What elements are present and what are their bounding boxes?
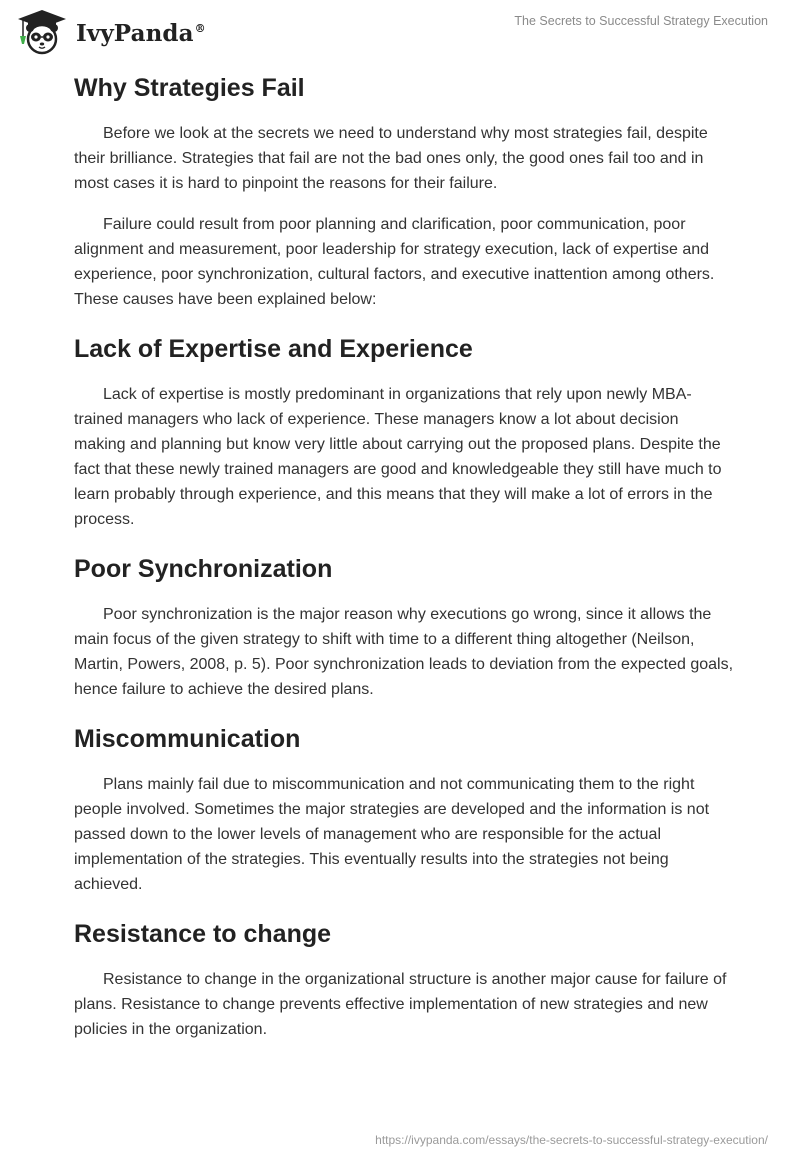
source-url[interactable]: https://ivypanda.com/essays/the-secrets-to-successful-strategy-execution/ (375, 1133, 768, 1147)
section-heading: Resistance to change (74, 920, 332, 948)
paragraph: Resistance to change in the organizational structure is another major cause for failure of plans. Resistance to change prevents effective implementation of new strategies and new policies in the organization. (74, 971, 727, 1038)
article-body (74, 72, 734, 1063)
paragraph: Plans mainly fail due to miscommunication and not communicating them to the right people involved. Sometimes the major strategies are developed and the information is not passed down to the lower levels of management who are responsible for the actual implementation of the strategies. This eventually results into the strategies not being achieved. (74, 776, 710, 893)
registered-mark: ® (194, 22, 206, 36)
page-header (0, 0, 800, 62)
paragraph: Failure could result from poor planning and clarification, poor communication, poor alignment and measurement, poor leadership for strategy execution, lack of expertise and experience, poor synchronization, cultural factors, and executive inattention among others. These causes have been explained below: (74, 216, 715, 308)
paragraph: Poor synchronization is the major reason why executions go wrong, since it allows the main focus of the given strategy to shift with time to a different thing altogether (Neilson, Martin, Powers, 2008, p. 5). Poor synchronization leads to deviation from the expected goals, hence failure to achieve the desired plans. (74, 606, 734, 698)
section-heading: Poor Synchronization (74, 555, 333, 583)
section-heading: Lack of Expertise and Experience (74, 335, 473, 363)
document-title: The Secrets to Successful Strategy Execution (514, 14, 768, 28)
panda-graduate-icon (14, 8, 70, 56)
brand-name: IvyPanda® (76, 20, 206, 47)
brand-logo[interactable] (14, 8, 206, 56)
section-heading: Miscommunication (74, 725, 301, 753)
paragraph: Lack of expertise is mostly predominant in organizations that rely upon newly MBA-trained managers who lack of experience. These managers know a lot about decision making and planning but know very little about carrying out the proposed plans. Despite the fact that these newly trained managers are good and knowledgeable they still have much to learn probably through experience, and this means that they will make a lot of errors in the process. (74, 386, 722, 528)
paragraph: Before we look at the secrets we need to understand why most strategies fail, despite their brilliance. Strategies that fail are not the bad ones only, the good ones fail too and in most cases it is hard to pinpoint the reasons for their failure. (74, 125, 708, 192)
section-heading: Why Strategies Fail (74, 74, 305, 102)
